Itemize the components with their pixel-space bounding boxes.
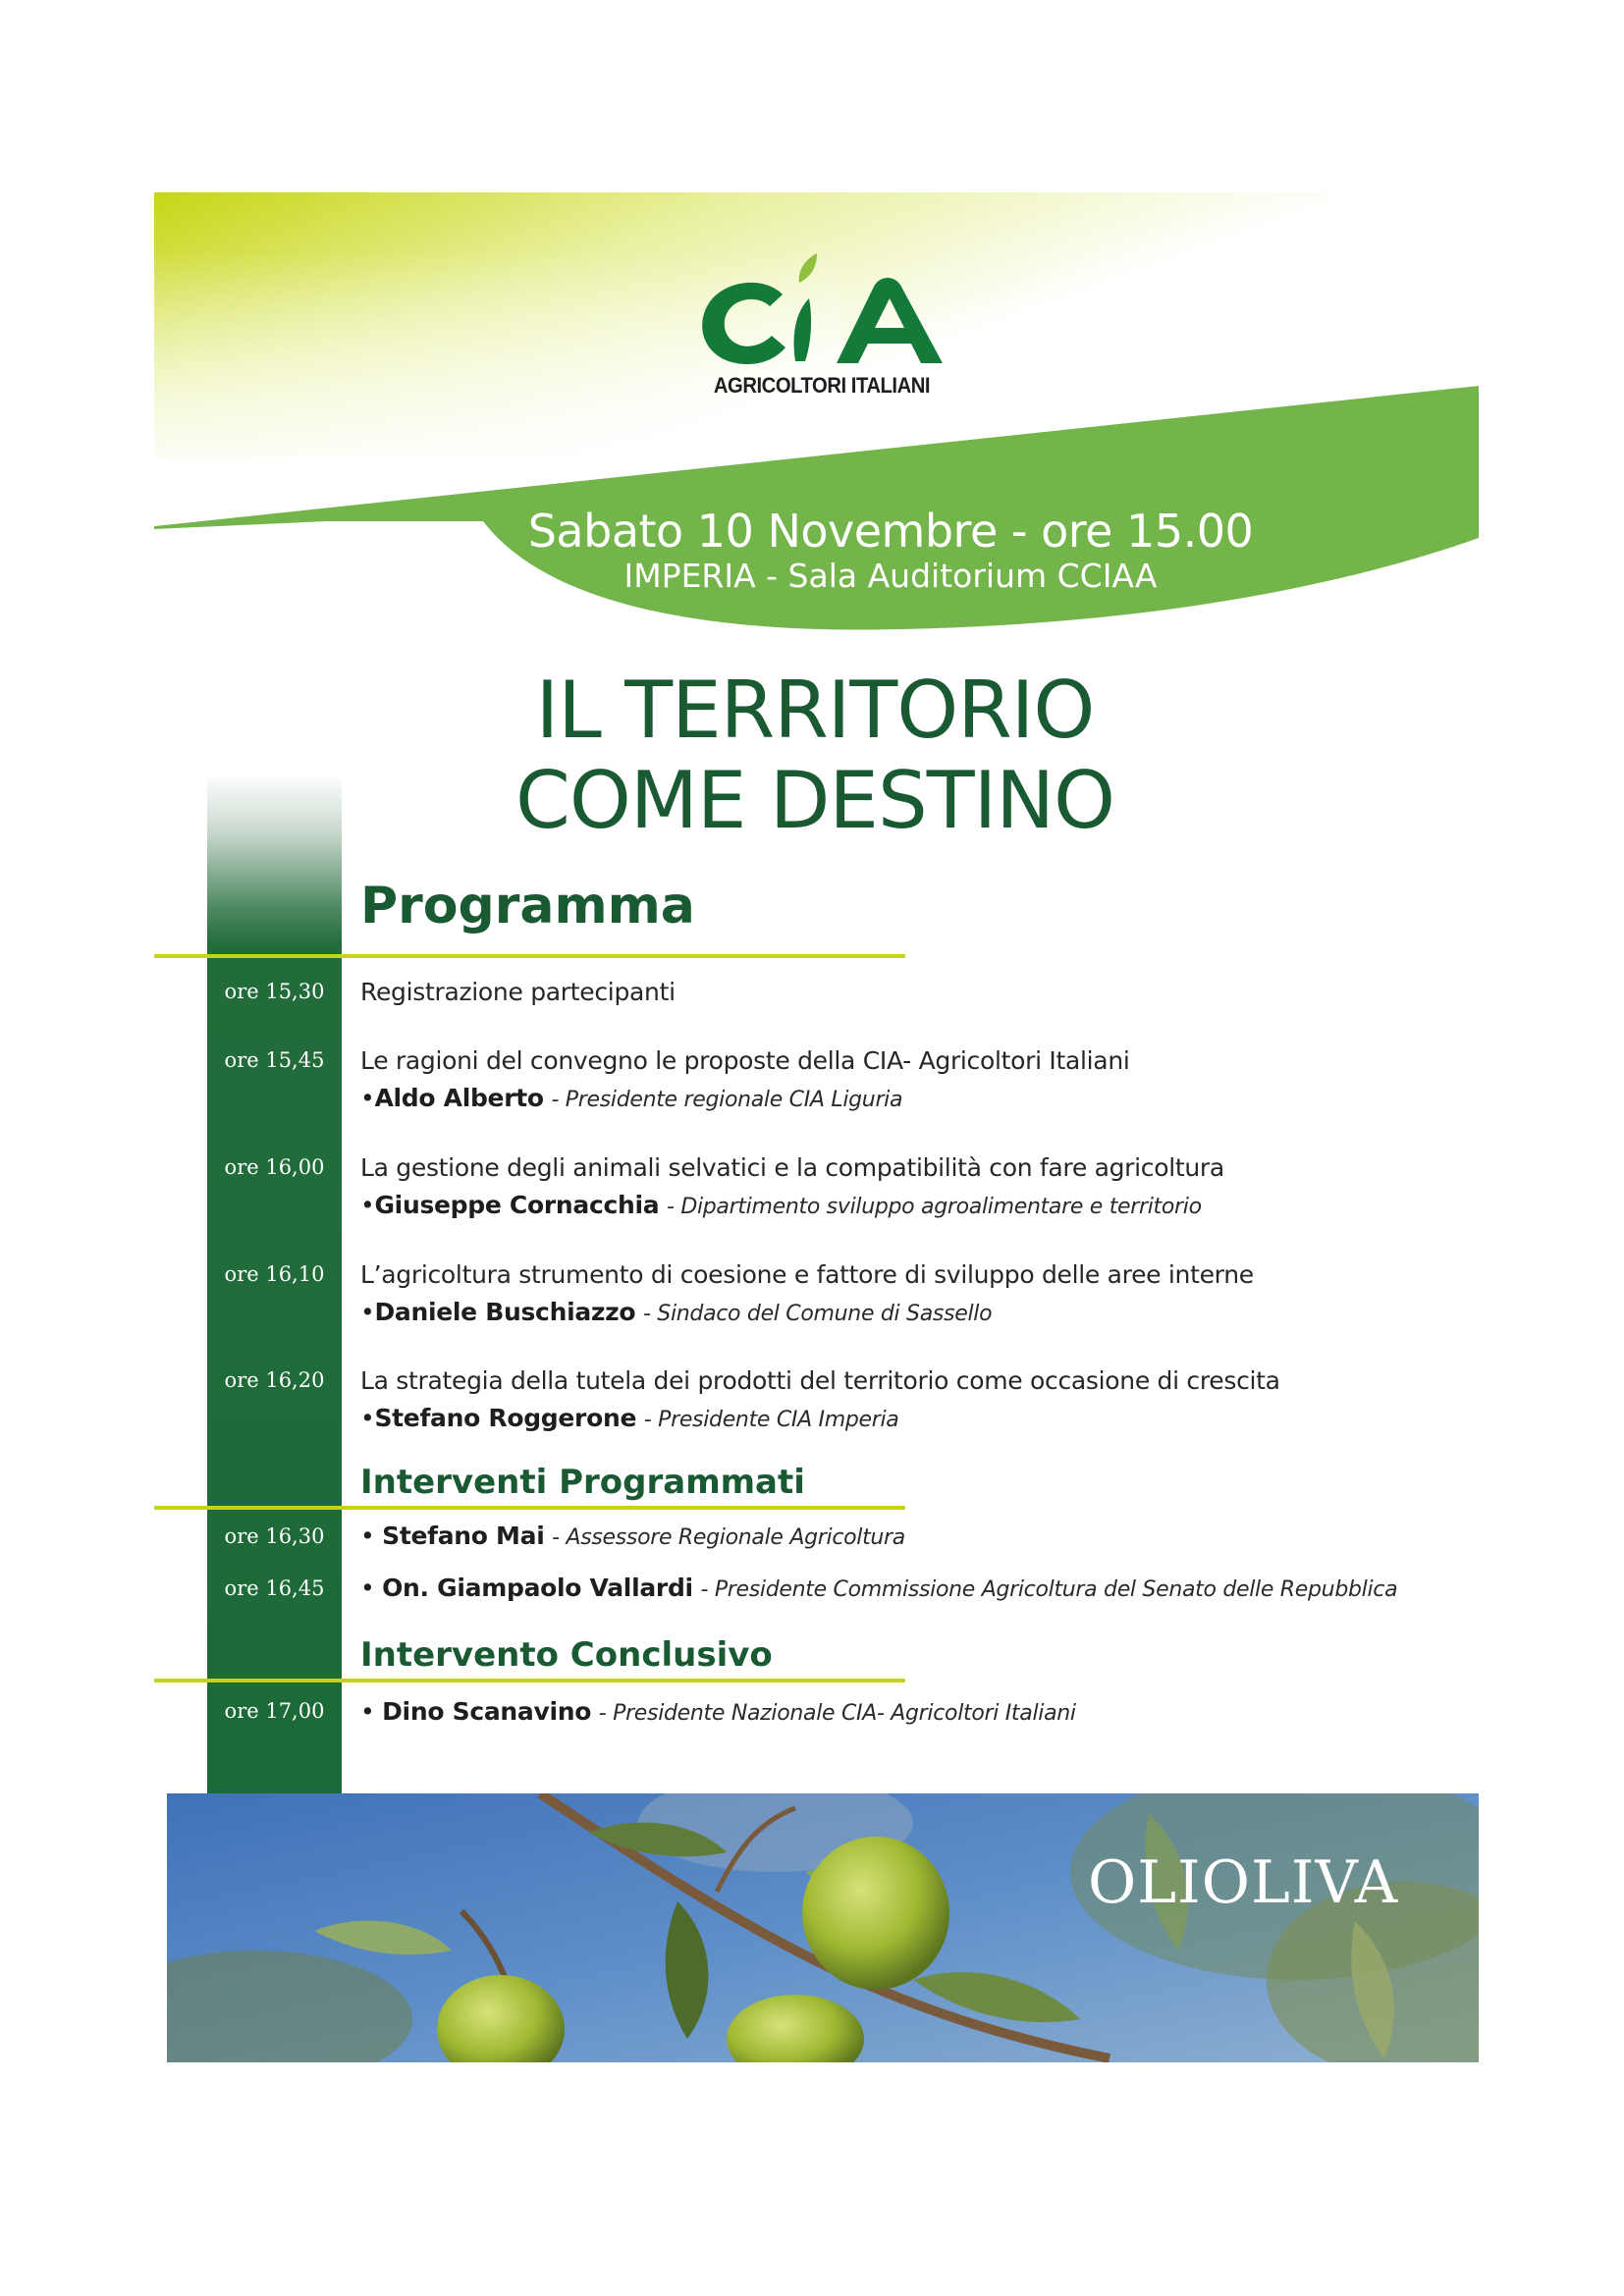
logo-tagline: AGRICOLTORI ITALIANI: [713, 373, 931, 398]
title-line-1: IL TERRITORIO: [535, 665, 1095, 756]
time-label: ore 16,30: [224, 1524, 325, 1548]
speaker-role: - Presidente regionale CIA Liguria: [551, 1088, 903, 1112]
agenda-topic: La gestione degli animali selvatici e la compatibilità con fare agricoltura: [360, 1153, 1224, 1182]
speaker-name: Dino Scanavino: [382, 1697, 592, 1726]
timeline-bar: [205, 773, 344, 1911]
speaker-line: [360, 1404, 898, 1432]
speaker-line: [360, 1697, 1076, 1726]
section-divider: [154, 1506, 905, 1510]
speaker-name: On. Giampaolo Vallardi: [382, 1574, 693, 1602]
speaker-role: - Sindaco del Comune di Sassello: [642, 1302, 993, 1326]
speaker-line: [360, 1574, 1397, 1602]
speaker-line: [360, 1191, 1202, 1219]
section-divider: [154, 1679, 905, 1682]
speaker-line: [360, 1084, 902, 1112]
time-label: ore 15,45: [224, 1048, 325, 1072]
time-label: ore 16,00: [224, 1155, 325, 1179]
olioliva-logo: [1088, 1848, 1398, 1917]
programma-heading: Programma: [360, 877, 695, 935]
bullet: •: [360, 1574, 375, 1602]
speaker-name: Giuseppe Cornacchia: [374, 1191, 660, 1219]
speaker-role: - Dipartimento sviluppo agroalimentare e territorio: [666, 1195, 1202, 1219]
time-label: ore 15,30: [224, 980, 325, 1003]
speaker-name: Aldo Alberto: [374, 1084, 544, 1112]
conclusivo-heading: Intervento Conclusivo: [360, 1635, 773, 1675]
speaker-line: [360, 1298, 992, 1326]
agenda-topic: L’agricoltura strumento di coesione e fattore di sviluppo delle aree interne: [360, 1260, 1254, 1289]
bullet: •: [360, 1404, 375, 1432]
olive-branch-illustration: [167, 1793, 1479, 2062]
title-line-2: COME DESTINO: [514, 755, 1115, 846]
interventi-heading: Interventi Programmati: [360, 1463, 805, 1502]
brand-text-left: OLI: [1088, 1848, 1202, 1917]
bullet: •: [360, 1522, 375, 1550]
bullet: •: [360, 1191, 375, 1219]
event-date: Sabato 10 Novembre - ore 15.00: [527, 505, 1254, 558]
agenda-topic: Le ragioni del convegno le proposte della CIA- Agricoltori Italiani: [360, 1046, 1130, 1075]
header-banner: [154, 192, 1479, 634]
time-label: ore 16,10: [224, 1262, 325, 1286]
speaker-name: Stefano Roggerone: [374, 1404, 637, 1432]
time-label: ore 16,45: [224, 1576, 325, 1600]
time-label: ore 16,20: [224, 1368, 325, 1392]
speaker-name: Daniele Buschiazzo: [374, 1298, 636, 1326]
speaker-role: - Assessore Regionale Agricoltura: [552, 1525, 905, 1550]
speaker-role: - Presidente Nazionale CIA- Agricoltori Italiani: [598, 1701, 1076, 1726]
bullet: •: [360, 1084, 375, 1112]
speaker-role: - Presidente Commissione Agricoltura del Senato delle Repubblica: [700, 1577, 1398, 1602]
agenda-topic: La strategia della tutela dei prodotti del territorio come occasione di crescita: [360, 1366, 1280, 1395]
speaker-line: [360, 1522, 905, 1550]
agenda-topic: Registrazione partecipanti: [360, 978, 676, 1006]
event-title: [393, 666, 1237, 846]
time-label: ore 17,00: [224, 1699, 325, 1723]
section-divider: [154, 954, 905, 958]
speaker-name: Stefano Mai: [382, 1522, 545, 1550]
brand-olive-o-icon: O: [1201, 1848, 1251, 1917]
bullet: •: [360, 1697, 375, 1726]
speaker-role: - Presidente CIA Imperia: [643, 1408, 899, 1432]
olive-photo: [167, 1793, 1479, 2062]
bullet: •: [360, 1298, 375, 1326]
cia-logo-icon: [689, 241, 954, 379]
brand-text-right: LIVA: [1250, 1848, 1399, 1917]
event-venue: IMPERIA - Sala Auditorium CCIAA: [623, 557, 1158, 595]
